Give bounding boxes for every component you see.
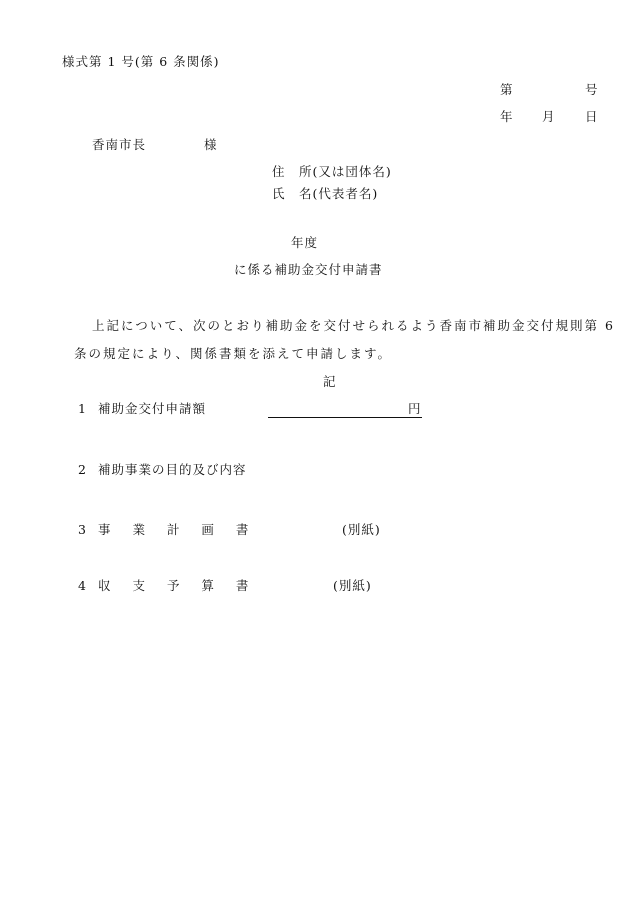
- item-2-label: 補助事業の目的及び内容: [98, 462, 247, 477]
- form-number: 様式第 1 号(第 6 条関係): [62, 54, 220, 69]
- body-text-line-1: 上記について、次のとおり補助金を交付せられるよう香南市補助金交付規則第 6: [92, 318, 615, 333]
- document-number-prefix: 第: [500, 82, 514, 97]
- document-title: に係る補助金交付申請書: [234, 262, 383, 277]
- item-1-number: 1: [78, 401, 87, 416]
- date-year: 年: [500, 109, 514, 124]
- item-1-label: 補助金交付申請額: [98, 401, 207, 416]
- application-amount-field[interactable]: [268, 401, 422, 418]
- item-1-unit: 円: [408, 401, 422, 416]
- addressee: 香南市長: [92, 137, 147, 152]
- item-3-number: 3: [78, 522, 87, 537]
- body-text-line-2: 条の規定により、関係書類を添えて申請します。: [74, 346, 393, 361]
- item-3-label: 事 業 計 画 書: [98, 522, 258, 537]
- applicant-address-label: 住 所(又は団体名): [272, 164, 392, 179]
- item-4-label: 収 支 予 算 書: [98, 578, 258, 593]
- ki-heading: 記: [323, 374, 337, 389]
- document-number-suffix: 号: [585, 82, 599, 97]
- date-day: 日: [585, 109, 599, 124]
- date-month: 月: [542, 109, 556, 124]
- fiscal-year-label: 年度: [291, 235, 319, 250]
- item-4-note: (別紙): [333, 578, 372, 593]
- addressee-honorific: 様: [204, 137, 218, 152]
- item-4-number: 4: [78, 578, 87, 593]
- item-3-note: (別紙): [342, 522, 381, 537]
- applicant-name-label: 氏 名(代表者名): [272, 186, 379, 201]
- item-2-number: 2: [78, 462, 87, 477]
